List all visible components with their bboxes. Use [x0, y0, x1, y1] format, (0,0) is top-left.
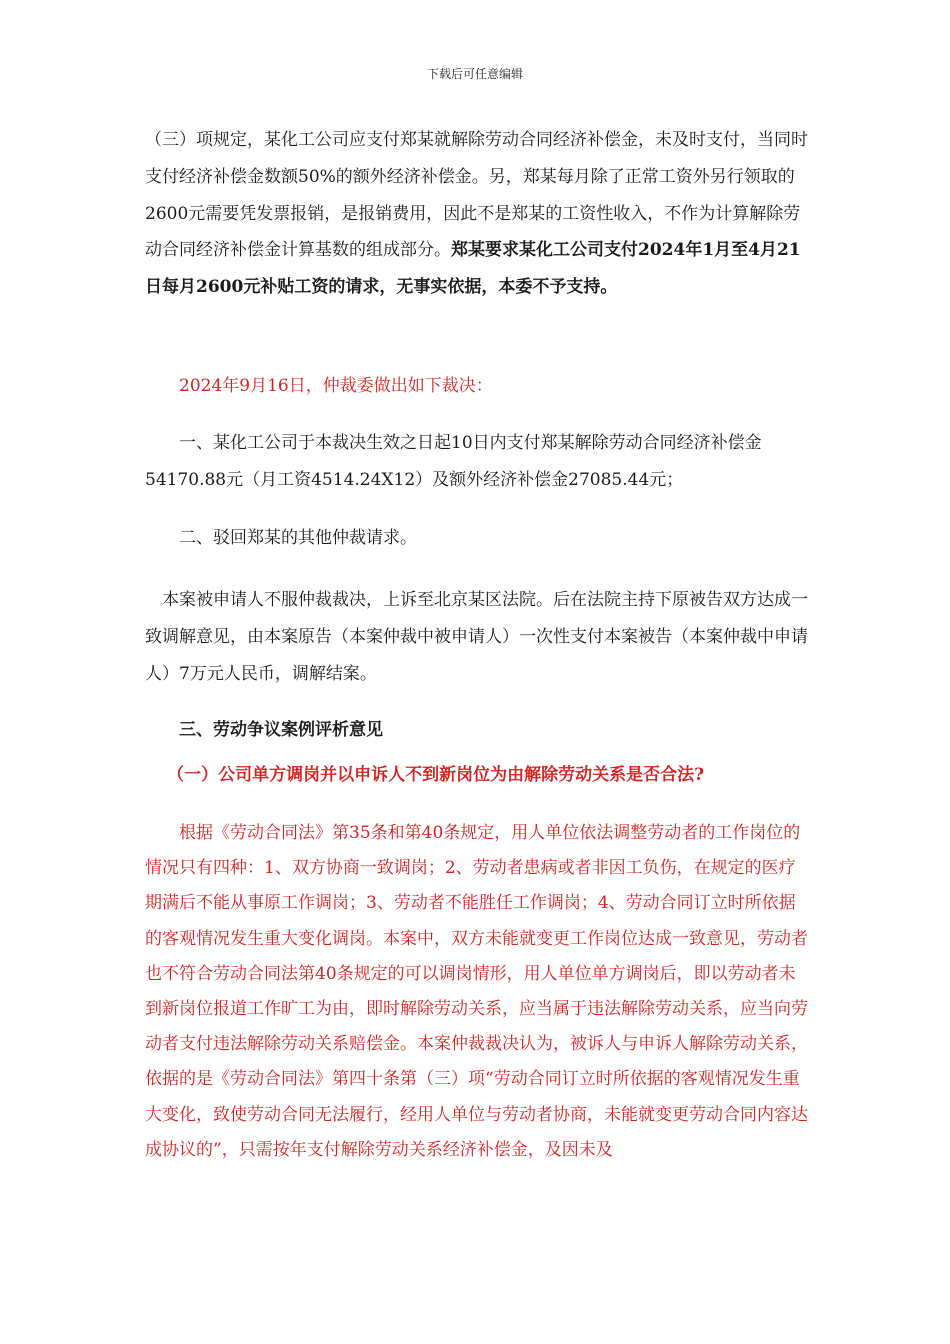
section-heading: 三、劳动争议案例评析意见	[179, 720, 383, 740]
analysis-paragraph: 根据《劳动合同法》第35条和第40条规定，用人单位依法调整劳动者的工作岗位的情况只有四种：1、双方协商一致调岗；2、劳动者患病或者非因工负伤，在规定的医疗期满后不能从事原工作调岗；3、劳动者不能胜任工作调岗；4、劳动合同订立时所依据的客观情况发生重大变化调岗。本案中，双方未能就变更工作岗位达成一致意见，劳动者也不符合劳动合同法第40条规定的可以调岗情形，用人单位单方调岗后，即以劳动者未到新岗位报道工作旷工为由，即时解除劳动关系，应当属于违法解除劳动关系，应当向劳动者支付违法解除劳动关系赔偿金。本案仲裁裁决认为，被诉人与申诉人解除劳动关系，依据的是《劳动合同法》第四十条第（三）项“劳动合同订立时所依据的客观情况发生重大变化，致使劳动合同无法履行，经用人单位与劳动者协商，未能就变更劳动合同内容达成协议的”，只需按年支付解除劳动关系经济补偿金，及因未及	[145, 823, 808, 1160]
ruling-item-1: 一、某化工公司于本裁决生效之日起10日内支付郑某解除劳动合同经济补偿金54170.88元（月工资4514.24X12）及额外经济补偿金27085.44元；	[145, 433, 762, 490]
ruling-item-2: 二、驳回郑某的其他仲裁请求。	[179, 528, 417, 548]
question-heading: （一）公司单方调岗并以申诉人不到新岗位为由解除劳动关系是否合法?	[167, 765, 705, 785]
ruling-intro: 2024年9月16日，仲裁委做出如下裁决：	[179, 376, 493, 396]
paragraph-compensation-bold: 郑某要求某化工公司支付2024年1月至4月21日每月2600元补贴工资的请求，无事实依据，本委不予支持。	[145, 240, 801, 298]
page-header: 下载后可任意编辑	[426, 67, 523, 81]
appeal-paragraph: 本案被申请人不服仲裁裁决，上诉至北京某区法院。后在法院主持下原被告双方达成一致调解意见，由本案原告（本案仲裁中被申请人）一次性支付本案被告（本案仲裁中申请人）7万元人民币，调解结案。	[145, 590, 808, 684]
paragraph-compensation	[145, 122, 810, 306]
paragraph-compensation-text: （三）项规定，某化工公司应支付郑某就解除劳动合同经济补偿金，未及时支付，当同时支付经济补偿金数额50%的额外经济补偿金。另，郑某每月除了正常工资外另行领取的2600元需要凭发票报销，是报销费用，因此不是郑某的工资性收入，不作为计算解除劳动合同经济补偿金计算基数的组成部分。	[145, 130, 808, 261]
